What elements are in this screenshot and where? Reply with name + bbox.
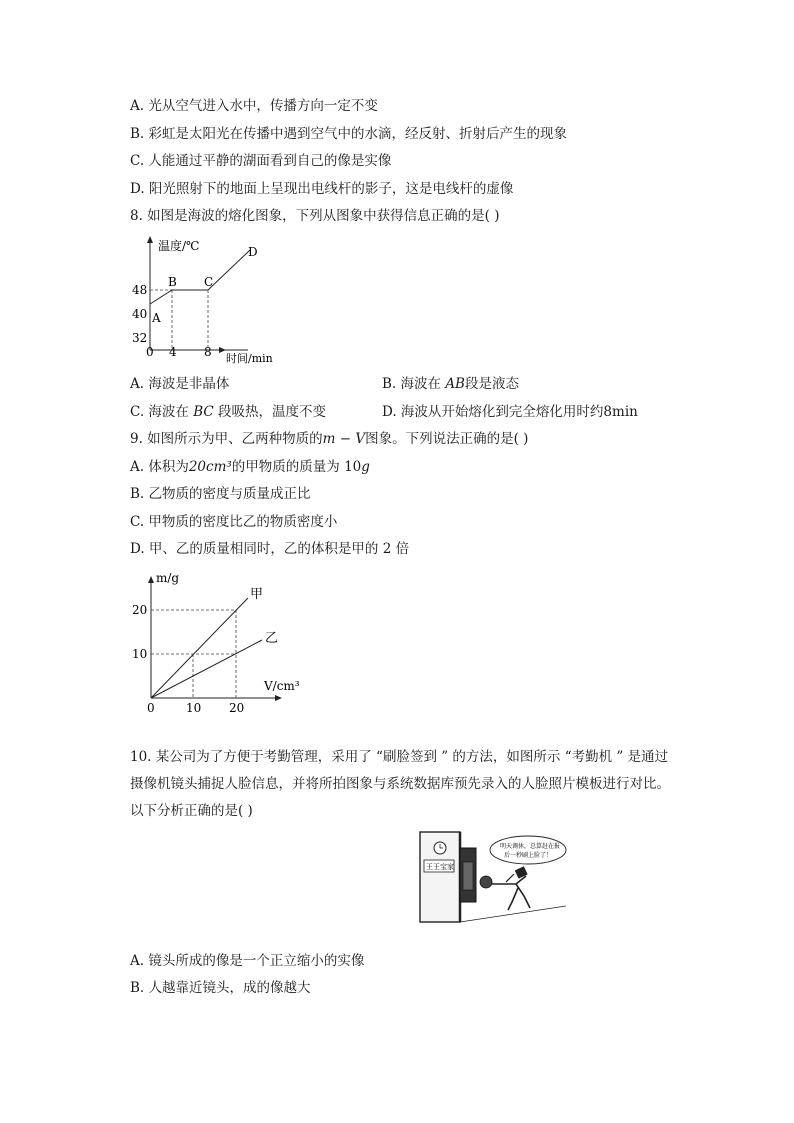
q8-option-b-suffix: 段是液态 — [464, 376, 519, 392]
q8-y-tick-32: 32 — [132, 331, 148, 345]
cartoon-person-head — [480, 876, 492, 888]
q10-stem-line2: 摄像机镜头捕捉人脸信息，并将所拍图象与系统数据库预先录入的人脸照片模板进行对比。 — [130, 776, 670, 792]
q9-y-tick-20: 20 — [132, 603, 148, 617]
q9-series-yi-label: 乙 — [265, 631, 279, 646]
q9-series-yi — [151, 640, 262, 698]
q9-series-jia — [151, 598, 248, 698]
q8-melting-chart — [128, 232, 288, 368]
q9-mass-volume-chart — [128, 566, 318, 718]
q9-option-b: B. 乙物质的密度与质量成正比 — [130, 486, 311, 502]
q8-option-c-suffix: 段吸热，温度不变 — [218, 404, 327, 420]
cartoon-speech-line2: 后一秒刷上脸了！ — [504, 852, 553, 859]
q10-stem-line3: 以下分析正确的是( ) — [130, 803, 253, 819]
q8-x-tick-0: 0 — [146, 345, 154, 359]
q9-series-jia-label: 甲 — [250, 587, 264, 602]
q9-x-tick-10: 10 — [186, 701, 202, 715]
q8-option-b-prefix: B. 海波在 — [382, 376, 442, 392]
cartoon-speech-line1: 明天调休，总算赶在报 — [500, 843, 561, 850]
q8-melting-curve — [150, 250, 250, 304]
q8-option-b — [382, 374, 519, 394]
q8-point-c: C — [204, 275, 214, 289]
q8-point-b: B — [168, 275, 177, 289]
q9-y-tick-10: 10 — [132, 647, 148, 661]
q8-option-c — [130, 402, 326, 422]
q8-option-b-var: AB — [445, 376, 465, 392]
q9-y-label: m/g — [156, 571, 180, 585]
q8-option-a: A. 海波是非晶体 — [130, 376, 230, 392]
q9-option-a-unit: g — [361, 459, 370, 475]
q7-option-c: C. 人能通过平静的湖面看到自己的像是实像 — [130, 153, 392, 169]
q8-x-label: 时间/min — [226, 352, 273, 365]
q7-option-a: A. 光从空气进入水中，传播方向一定不变 — [130, 98, 378, 114]
cartoon-speech-bubble — [490, 836, 566, 864]
q8-stem: 8. 如图是海波的熔化图象，下列从图象中获得信息正确的是( ) — [130, 208, 500, 224]
q7-option-d: D. 阳光照射下的地面上呈现出电线杆的影子，这是电线杆的虚像 — [130, 181, 514, 197]
q9-option-d: D. 甲、乙的质量相同时，乙的体积是甲的 2 倍 — [130, 541, 410, 557]
q10-option-a: A. 镜头所成的像是一个正立缩小的实像 — [130, 953, 365, 969]
q8-option-d: D. 海波从开始熔化到完全熔化用时约8min — [382, 404, 638, 420]
q8-option-c-var: BC — [193, 404, 214, 420]
q9-x-tick-20: 20 — [229, 701, 245, 715]
q8-x-tick-4: 4 — [169, 345, 177, 359]
q10-face-clock-cartoon — [418, 826, 568, 926]
q8-y-tick-40: 40 — [132, 307, 148, 321]
q9-stem — [130, 429, 528, 449]
q9-y-axis-arrow — [148, 576, 154, 583]
cartoon-ground — [460, 906, 566, 922]
q8-y-tick-48: 48 — [132, 283, 148, 297]
q8-point-d: D — [248, 245, 258, 259]
q9-stem-var: m − V — [322, 431, 366, 447]
q10-option-b: B. 人越靠近镜头，成的像越大 — [130, 980, 311, 996]
q10-stem-line1: 10. 某公司为了方便于考勤管理，采用了 “刷脸签到 ” 的方法，如图所示 “考勤机 ” 是通过 — [130, 749, 669, 765]
q9-option-c: C. 甲物质的密度比乙的物质密度小 — [130, 514, 338, 530]
q9-option-a-prefix: A. 体积为 — [130, 459, 189, 475]
q9-option-a — [130, 457, 370, 477]
q8-x-tick-8: 8 — [204, 345, 212, 359]
q9-x-tick-0: 0 — [147, 701, 155, 715]
q7-option-b: B. 彩虹是太阳光在传播中遇到空气中的水滴，经反射、折射后产生的现象 — [130, 126, 568, 142]
q9-x-label: V/cm³ — [264, 679, 300, 693]
q9-stem-suffix: 图象。下列说法正确的是( ) — [365, 431, 529, 447]
cartoon-sign-text: 王王宝家 — [426, 863, 454, 871]
q9-option-a-mid: 的甲物质的质量为 10 — [231, 459, 362, 475]
q8-option-c-prefix: C. 海波在 — [130, 404, 189, 420]
q8-point-a: A — [152, 311, 161, 325]
cartoon-person-body — [492, 876, 530, 910]
q9-option-a-var: 20cm³ — [188, 459, 232, 475]
q8-x-axis-arrow — [219, 347, 226, 353]
q9-x-axis-arrow — [275, 695, 282, 701]
q9-stem-prefix: 9. 如图所示为甲、乙两种物质的 — [130, 431, 323, 447]
q8-y-axis-arrow — [147, 236, 153, 243]
q8-y-label: 温度/℃ — [158, 239, 200, 253]
